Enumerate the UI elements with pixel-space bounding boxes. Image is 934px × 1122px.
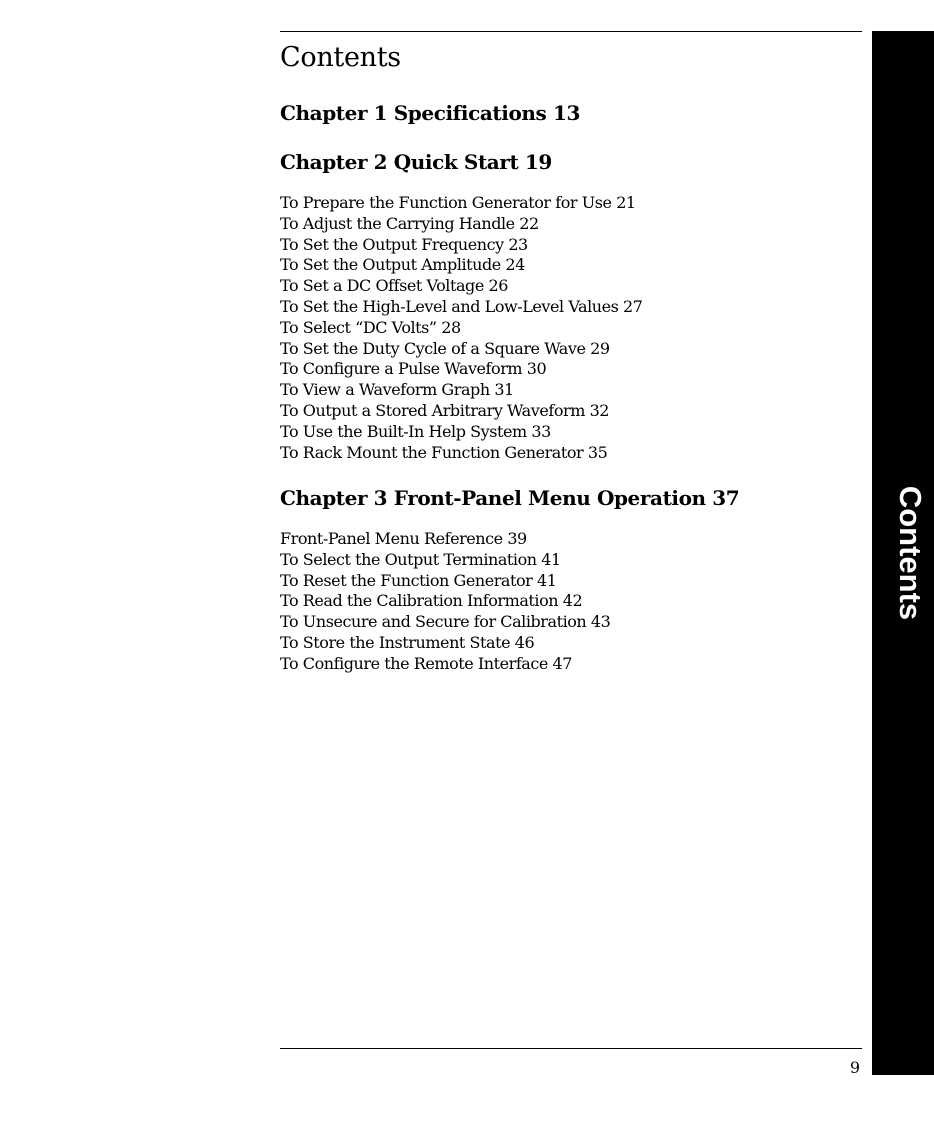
toc-entry[interactable]: To Output a Stored Arbitrary Waveform 32 <box>280 400 610 420</box>
toc-entry[interactable]: To Set the High-Level and Low-Level Values 27 <box>280 296 643 316</box>
toc-entry[interactable]: To Set the Output Amplitude 24 <box>280 255 525 275</box>
chapter-1-heading[interactable]: Chapter 1 Specifications 13 <box>280 101 580 125</box>
side-tab-label: Contents <box>893 485 928 621</box>
chapter-2-entry-list <box>280 193 642 463</box>
toc-entry[interactable]: To Rack Mount the Function Generator 35 <box>280 442 608 462</box>
chapter-3-heading[interactable]: Chapter 3 Front-Panel Menu Operation 37 <box>280 486 740 510</box>
toc-entry[interactable]: To Unsecure and Secure for Calibration 43 <box>280 612 611 632</box>
chapter-2-heading[interactable]: Chapter 2 Quick Start 19 <box>280 150 552 174</box>
toc-entry[interactable]: To Adjust the Carrying Handle 22 <box>280 213 539 233</box>
toc-entry[interactable]: To Configure the Remote Interface 47 <box>280 653 573 673</box>
toc-entry[interactable]: To Set the Duty Cycle of a Square Wave 29 <box>280 338 610 358</box>
toc-entry[interactable]: To Set a DC Offset Voltage 26 <box>280 276 508 296</box>
toc-entry[interactable]: To Read the Calibration Information 42 <box>280 591 583 611</box>
chapter-3-entry-list <box>280 529 610 675</box>
top-rule <box>280 31 862 32</box>
toc-entry[interactable]: To Set the Output Frequency 23 <box>280 234 528 254</box>
page-title: Contents <box>280 42 401 73</box>
toc-entry[interactable]: To View a Waveform Graph 31 <box>280 380 514 400</box>
bottom-rule <box>280 1048 862 1049</box>
toc-entry[interactable]: To Select “DC Volts” 28 <box>280 317 461 337</box>
toc-entry[interactable]: To Reset the Function Generator 41 <box>280 570 557 590</box>
toc-entry[interactable]: To Store the Instrument State 46 <box>280 632 535 652</box>
toc-entry[interactable]: Front-Panel Menu Reference 39 <box>280 529 527 548</box>
toc-entry[interactable]: To Configure a Pulse Waveform 30 <box>280 359 547 379</box>
toc-entry[interactable]: To Prepare the Function Generator for Use 21 <box>280 193 636 212</box>
toc-entry[interactable]: To Select the Output Termination 41 <box>280 549 561 569</box>
toc-entry[interactable]: To Use the Built-In Help System 33 <box>280 421 551 441</box>
page-number: 9 <box>849 1058 860 1077</box>
